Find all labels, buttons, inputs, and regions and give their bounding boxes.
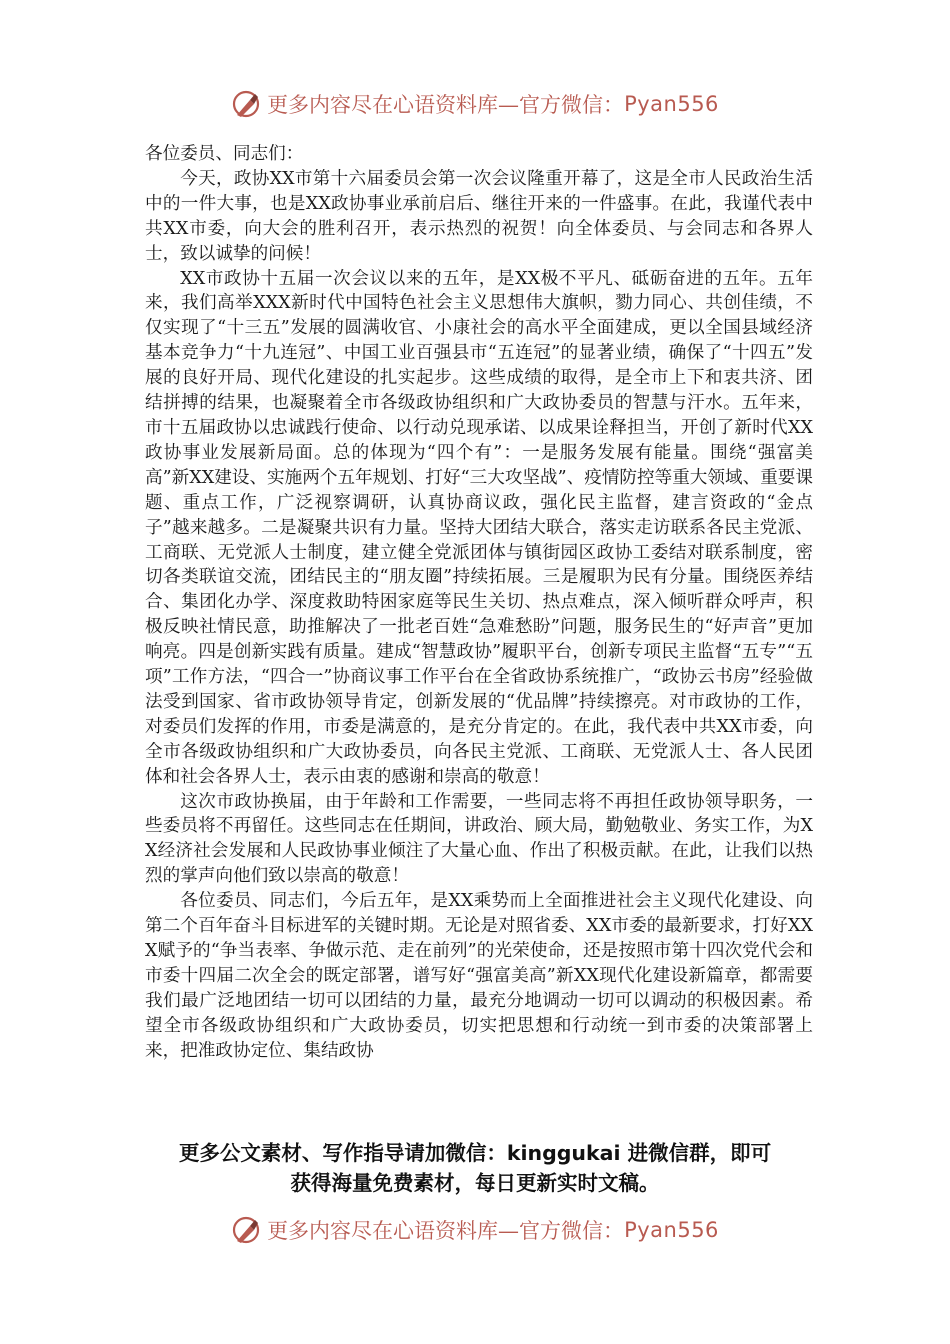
salutation: 各位委员、同志们： <box>145 144 304 164</box>
footer-watermark <box>0 1212 950 1248</box>
header-watermark <box>0 86 950 122</box>
paragraph: 今天，政协XX市第十六届委员会第一次会议隆重开幕了，这是全市人民政治生活中的一件大事，也是XX政协事业承前启后、继往开来的一件盛事。在此，我谨代表中共XX市委，向大会的胜利召开，表示热烈的祝贺！向全体委员、与会同志和各界人士，致以诚挚的问候！ <box>145 168 813 264</box>
watermark-handle: Pyan556 <box>624 1218 719 1242</box>
promo-line: 获得海量免费素材，每日更新实时文稿。 <box>290 1171 660 1195</box>
promo-line: 更多公文素材、写作指导请加微信：kinggukai 进微信群，即可 <box>178 1141 772 1165</box>
pen-nib-icon <box>231 89 261 119</box>
pen-nib-icon <box>231 1215 261 1245</box>
paragraph: 各位委员、同志们，今后五年，是XX乘势而上全面推进社会主义现代化建设、向第二个百年奋斗目标进军的关键时期。无论是对照省委、XX市委的最新要求，打好XXX赋予的“争当表率、争做示范、走在前列”的光荣使命，还是按照市第十四次党代会和市委十四届二次全会的既定部署，谱写好“强富美高”新XX现代化建设新篇章，都需要我们最广泛地团结一切可以团结的力量，最充分地调动一切可以调动的积极因素。希望全市各级政协组织和广大政协委员，切实把思想和行动统一到市委的决策部署上来，把准政协定位、集结政协 <box>145 891 813 1061</box>
promo-notice <box>0 1138 950 1198</box>
watermark-handle: Pyan556 <box>624 92 719 116</box>
paragraph: 这次市政协换届，由于年龄和工作需要，一些同志将不再担任政协领导职务，一些委员将不再留任。这些同志在任期间，讲政治、顾大局，勤勉敬业、务实工作，为XX经济社会发展和人民政协事业倾注了大量心血、作出了积极贡献。在此，让我们以热烈的掌声向他们致以崇高的敬意！ <box>145 791 813 887</box>
watermark-text: 更多内容尽在心语资料库—官方微信： <box>267 93 625 117</box>
paragraph: XX市政协十五届一次会议以来的五年，是XX极不平凡、砥砺奋进的五年。五年来，我们高举XXX新时代中国特色社会主义思想伟大旗帜，勠力同心、共创佳绩，不仅实现了“十三五”发展的圆满收官、小康社会的高水平全面建成，更以全国县域经济基本竞争力“十九连冠”、中国工业百强县市“五连冠”的显著业绩，确保了“十四五”发展的良好开局、现代化建设的扎实起步。这些成绩的取得，是全市上下和衷共济、团结拼搏的结果，也凝聚着全市各级政协组织和广大政协委员的智慧与汗水。五年来，市十五届政协以忠诚践行使命、以行动兑现承诺、以成果诠释担当，开创了新时代XX政协事业发展新局面。总的体现为“四个有”：一是服务发展有能量。围绕“强富美高”新XX建设、实施两个五年规划、打好“三大攻坚战”、疫情防控等重大领域、重要课题、重点工作，广泛视察调研，认真协商议政，强化民主监督，建言资政的“金点子”越来越多。二是凝聚共识有力量。坚持大团结大联合，落实走访联系各民主党派、工商联、无党派人士制度，建立健全党派团体与镇街园区政协工委结对联系制度，密切各类联谊交流，团结民主的“朋友圈”持续拓展。三是履职为民有分量。围绕医养结合、集团化办学、深度救助特困家庭等民生关切、热点难点，深入倾听群众呼声，积极反映社情民意，助推解决了一批老百姓“急难愁盼”问题，服务民生的“好声音”更加响亮。四是创新实践有质量。建成“智慧政协”履职平台，创新专项民主监督“五专”“五项”工作方法，“四合一”协商议事工作平台在全省政协系统推广，“政协云书房”经验做法受到国家、省市政协领导肯定，创新发展的“优品牌”持续擦亮。对市政协的工作，对委员们发挥的作用，市委是满意的，是充分肯定的。在此，我代表中共XX市委，向全市各级政协组织和广大政协委员，向各民主党派、工商联、无党派人士、各人民团体和社会各界人士，表示由衷的感谢和崇高的敬意！ <box>145 268 813 787</box>
document-body <box>145 142 813 1064</box>
watermark-text: 更多内容尽在心语资料库—官方微信： <box>267 1219 625 1243</box>
